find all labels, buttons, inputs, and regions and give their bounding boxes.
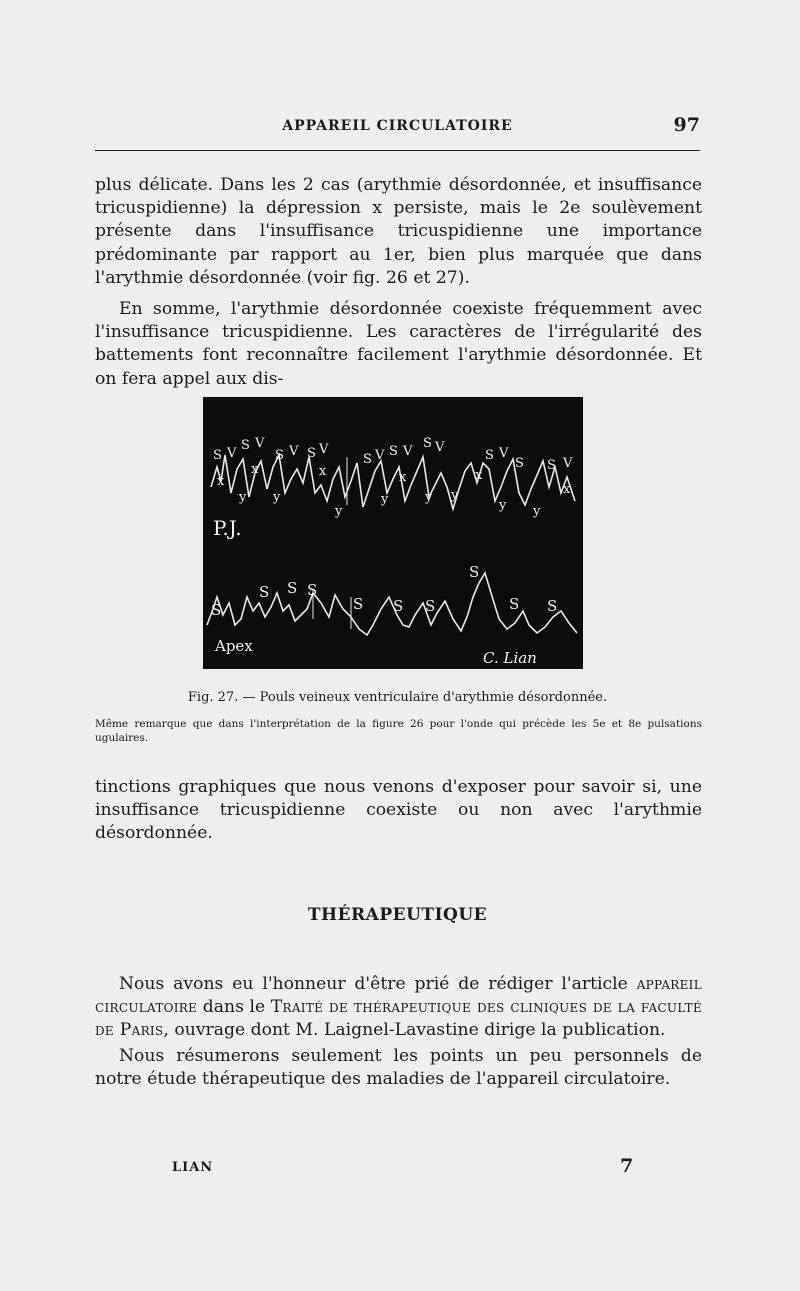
- paragraph-4: [95, 973, 702, 1043]
- paragraph-4-text: Nous avons eu l'honneur d'être prié de rédiger l'article: [119, 974, 637, 994]
- apex-label-s: S: [259, 583, 270, 601]
- wave-label-v: V: [319, 442, 329, 457]
- wave-label-s: S: [547, 458, 556, 473]
- article-title: appareil circulatoire: [95, 974, 702, 1018]
- wave-label-x: x: [217, 474, 225, 489]
- apex-label-s: S: [353, 595, 364, 613]
- wave-label-x: x: [251, 462, 259, 477]
- wave-label-x: x: [319, 464, 327, 479]
- figure-caption: Fig. 27. — Pouls veineux ventriculaire d'arythmie désordonnée.: [187, 690, 608, 705]
- wave-label-y: y: [499, 498, 507, 513]
- wave-label-s: S: [363, 452, 372, 467]
- figure-note: Même remarque que dans l'interprétation de la figure 26 pour l'onde qui précède les 5e et 8e pulsations ugulaires.: [95, 718, 702, 744]
- wave-label-s: S: [275, 448, 284, 463]
- apex-label-s: S: [287, 579, 298, 597]
- wave-label-y: y: [451, 488, 459, 503]
- paragraph-3: tinctions graphiques que nous venons d'exposer pour savoir si, une insuffisance tricuspidienne coexiste ou non avec l'arythmie désordonnée.: [95, 777, 702, 844]
- figure-27-tracing: [203, 397, 583, 669]
- wave-label-y: y: [273, 490, 281, 505]
- wave-label-v: V: [435, 440, 445, 455]
- wave-label-s: S: [423, 436, 432, 451]
- header-rule: [95, 150, 700, 151]
- illustrator-signature: C. Lian: [483, 649, 537, 667]
- paragraph-1: plus délicate. Dans les 2 cas (arythmie désordonnée, et insuffisance tricuspidienne) la dépression x persiste, mais le 2e soulèvement présente dans l'insuffisance tricuspidienne une importance prédominante par rapport au 1er, bien plus marquée que dans l'arythmie désordonnée (voir fig. 26 et 27).: [95, 175, 702, 288]
- wave-label-y: y: [425, 490, 433, 505]
- apex-label: Apex: [215, 637, 253, 655]
- wave-label-s: S: [241, 438, 250, 453]
- wave-label-s: S: [307, 446, 316, 461]
- running-header: [95, 114, 700, 138]
- signature-mark: 7: [620, 1155, 634, 1177]
- apex-label-s: S: [469, 563, 480, 581]
- wave-label-y: y: [335, 504, 343, 519]
- paragraph-4-text: , ouvrage dont M. Laignel-Lavastine dirige la publication.: [163, 1020, 666, 1041]
- page-number: 97: [673, 114, 700, 136]
- paragraph-5: Nous résumerons seulement les points un peu personnels de notre étude thérapeutique des maladies de l'appareil circulatoire.: [95, 1046, 702, 1090]
- footer-author: LIAN: [172, 1160, 214, 1175]
- wave-label-v: V: [255, 436, 265, 451]
- paragraph-2: En somme, l'arythmie désordonnée coexiste fréquemment avec l'insuffisance tricuspidienne. Les caractères de l'irrégularité des battements font reconnaître facilement l'arythmie désordonnée. Et on fera appel aux dis-: [95, 299, 702, 389]
- pulse-tracing-drawing: [203, 397, 583, 669]
- running-title: APPAREIL CIRCULATOIRE: [282, 118, 513, 134]
- wave-label-x: x: [475, 468, 483, 483]
- paragraph-4-text: dans le: [197, 997, 271, 1018]
- wave-label-s: S: [213, 448, 222, 463]
- apex-label-s: S: [509, 595, 520, 613]
- apex-label-s: S: [425, 597, 436, 615]
- wave-label-v: V: [375, 448, 385, 463]
- apex-label-s: S: [393, 597, 404, 615]
- apex-label-s: S: [547, 597, 558, 615]
- wave-label-y: y: [533, 504, 541, 519]
- wave-label-v: V: [289, 444, 299, 459]
- wave-label-x: x: [399, 470, 407, 485]
- wave-label-v: V: [563, 456, 573, 471]
- wave-label-s: S: [485, 448, 494, 463]
- apex-label-s: S: [307, 581, 318, 599]
- wave-label-s: S: [389, 444, 398, 459]
- wave-label-y: y: [381, 492, 389, 507]
- wave-label-y: y: [239, 490, 247, 505]
- pj-label: P.J.: [213, 516, 242, 540]
- section-title: THÉRAPEUTIQUE: [307, 905, 488, 925]
- apex-label-s: S: [211, 601, 222, 619]
- wave-label-v: V: [499, 446, 509, 461]
- treatise-title: Traité de thérapeutique des cliniques de la faculté de Paris: [95, 997, 702, 1041]
- wave-label-v: V: [403, 444, 413, 459]
- wave-label-s: S: [515, 456, 524, 471]
- wave-label-v: V: [227, 446, 237, 461]
- wave-label-x: x: [563, 482, 571, 497]
